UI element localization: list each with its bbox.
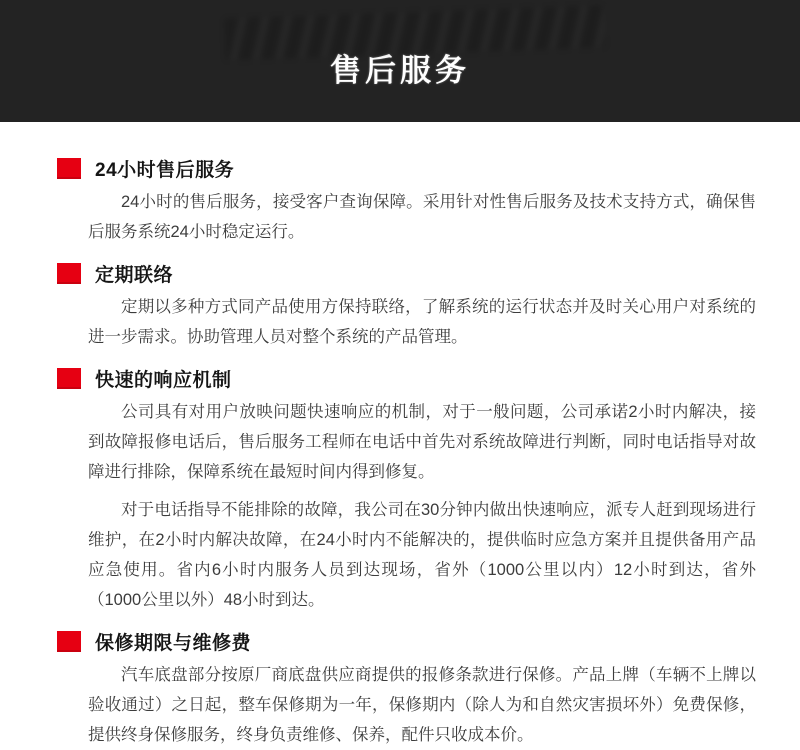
section-heading-row: [57, 260, 756, 287]
section-heading: 24小时售后服务: [95, 160, 235, 181]
section-regular-contact: [57, 260, 756, 352]
section-heading: 定期联络: [95, 265, 174, 286]
red-square-bullet-icon: [57, 631, 81, 652]
red-square-bullet-icon: [57, 368, 81, 389]
section-heading: 快速的响应机制: [95, 370, 232, 391]
page-title: 售后服务: [330, 53, 470, 88]
section-heading-row: [57, 628, 756, 655]
section-heading-row: [57, 155, 756, 182]
section-paragraph: 公司具有对用户放映问题快速响应的机制，对于一般问题，公司承诺2小时内解决，接到故障报修电话后，售后服务工程师在电话中首先对系统故障进行判断，同时电话指导对故障进行排除，保障系统在最短时间内得到修复。: [88, 403, 756, 481]
section-paragraph: 24小时的售后服务，接受客户查询保障。采用针对性售后服务及技术支持方式，确保售后服务系统24小时稳定运行。: [88, 193, 756, 241]
red-square-bullet-icon: [57, 158, 81, 179]
section-24h-service: [57, 155, 756, 247]
section-paragraph: 对于电话指导不能排除的故障，我公司在30分钟内做出快速响应，派专人赶到现场进行维护，在2小时内解决故障，在24小时内不能解决的，提供临时应急方案并且提供备用产品应急使用。省内6小时内服务人员到达现场，省外（1000公里以内）12小时到达，省外（1000公里以外）48小时到达。: [88, 501, 756, 609]
header-banner: [0, 0, 800, 122]
section-heading: 保修期限与维修费: [95, 633, 252, 654]
content-area: [0, 122, 800, 750]
red-square-bullet-icon: [57, 263, 81, 284]
section-heading-row: [57, 365, 756, 392]
section-warranty-fees: [57, 628, 756, 750]
section-fast-response: [57, 365, 756, 615]
section-paragraph: 定期以多种方式同产品使用方保持联络，了解系统的运行状态并及时关心用户对系统的进一步需求。协助管理人员对整个系统的产品管理。: [88, 298, 756, 346]
section-paragraph: 汽车底盘部分按原厂商底盘供应商提供的报修条款进行保修。产品上牌（车辆不上牌以验收通过）之日起，整车保修期为一年，保修期内（除人为和自然灾害损坏外）免费保修，提供终身保修服务，终身负责维修、保养，配件只收成本价。: [88, 666, 756, 744]
